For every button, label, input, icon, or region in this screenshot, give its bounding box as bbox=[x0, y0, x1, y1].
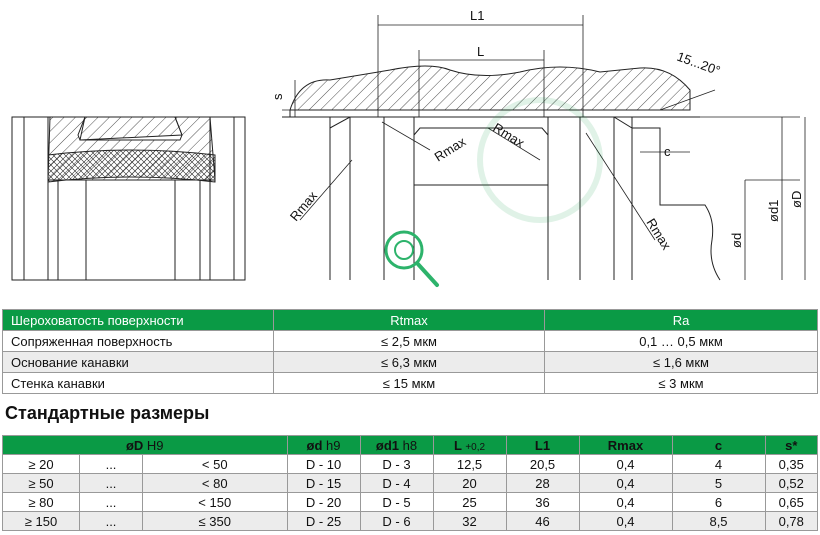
dim-label-rmax-1: Rmax bbox=[286, 188, 321, 224]
table-cell: D - 10 bbox=[287, 455, 360, 474]
table-row bbox=[3, 352, 818, 373]
table-cell: 28 bbox=[506, 474, 579, 493]
table-cell: ... bbox=[80, 455, 143, 474]
table-cell: 0,4 bbox=[579, 455, 672, 474]
header-L1: L1 bbox=[506, 436, 579, 455]
table-cell: 0,35 bbox=[765, 455, 817, 474]
table-cell: < 150 bbox=[143, 493, 288, 512]
table-cell: ... bbox=[80, 512, 143, 531]
roughness-header-rtmax: Rtmax bbox=[274, 310, 545, 331]
seal-section bbox=[12, 117, 245, 280]
roughness-header-ra: Ra bbox=[545, 310, 818, 331]
header-L: L +0,2 bbox=[433, 436, 506, 455]
roughness-header-row bbox=[3, 310, 818, 331]
table-cell: < 80 bbox=[143, 474, 288, 493]
table-cell: ≥ 150 bbox=[3, 512, 80, 531]
header-D: øD H9 bbox=[3, 436, 288, 455]
table-row bbox=[3, 455, 818, 474]
table-cell: 36 bbox=[506, 493, 579, 512]
table-cell: D - 5 bbox=[360, 493, 433, 512]
table-cell: Стенка канавки bbox=[3, 373, 274, 394]
table-row bbox=[3, 373, 818, 394]
table-cell: ... bbox=[80, 474, 143, 493]
dim-label-l1: L1 bbox=[470, 8, 485, 23]
table-cell: 0,52 bbox=[765, 474, 817, 493]
table-cell: ≤ 1,6 мкм bbox=[545, 352, 818, 373]
dim-label-rmax-3: Rmax bbox=[490, 119, 528, 151]
table-row bbox=[3, 474, 818, 493]
table-cell: 20 bbox=[433, 474, 506, 493]
table-cell: Основание канавки bbox=[3, 352, 274, 373]
table-cell: 46 bbox=[506, 512, 579, 531]
table-cell: 0,4 bbox=[579, 512, 672, 531]
section-title: Стандартные размеры bbox=[5, 403, 210, 423]
table-cell: 0,4 bbox=[579, 493, 672, 512]
dim-label-l: L bbox=[477, 44, 485, 59]
zoom-icon[interactable] bbox=[386, 232, 437, 285]
table-cell: D - 25 bbox=[287, 512, 360, 531]
sizes-header-row bbox=[3, 436, 818, 455]
table-cell: < 50 bbox=[143, 455, 288, 474]
table-cell: ≥ 50 bbox=[3, 474, 80, 493]
table-cell: 5 bbox=[672, 474, 765, 493]
table-cell: D - 4 bbox=[360, 474, 433, 493]
table-cell: 0,4 bbox=[579, 474, 672, 493]
table-cell: 6 bbox=[672, 493, 765, 512]
housing-section bbox=[282, 66, 720, 280]
standard-sizes-table bbox=[2, 435, 818, 531]
table-cell: 0,78 bbox=[765, 512, 817, 531]
table-cell: ≥ 80 bbox=[3, 493, 80, 512]
dim-label-s: s bbox=[270, 93, 285, 100]
roughness-header-surface: Шероховатость поверхности bbox=[3, 310, 274, 331]
table-cell: ≤ 350 bbox=[143, 512, 288, 531]
dim-label-c: c bbox=[664, 144, 671, 159]
table-cell: D - 3 bbox=[360, 455, 433, 474]
table-cell: 12,5 bbox=[433, 455, 506, 474]
dim-label-d1: ød1 bbox=[766, 199, 781, 222]
roughness-table bbox=[2, 309, 818, 394]
table-cell: 0,65 bbox=[765, 493, 817, 512]
table-row bbox=[3, 331, 818, 352]
header-c: c bbox=[672, 436, 765, 455]
table-cell: ≤ 3 мкм bbox=[545, 373, 818, 394]
table-cell: 25 bbox=[433, 493, 506, 512]
dim-label-angle: 15...20° bbox=[674, 48, 723, 79]
table-cell: 0,1 … 0,5 мкм bbox=[545, 331, 818, 352]
table-cell: 4 bbox=[672, 455, 765, 474]
header-d: ød h9 bbox=[287, 436, 360, 455]
table-cell: ≥ 20 bbox=[3, 455, 80, 474]
header-s: s* bbox=[765, 436, 817, 455]
table-cell: ≤ 15 мкм bbox=[274, 373, 545, 394]
table-cell: ≤ 6,3 мкм bbox=[274, 352, 545, 373]
table-cell: D - 20 bbox=[287, 493, 360, 512]
table-cell: D - 6 bbox=[360, 512, 433, 531]
table-row bbox=[3, 493, 818, 512]
dim-label-d: ød bbox=[729, 232, 744, 248]
table-cell: ... bbox=[80, 493, 143, 512]
table-cell: D - 15 bbox=[287, 474, 360, 493]
dim-label-rmax-2: Rmax bbox=[431, 133, 469, 165]
header-d1: ød1 h8 bbox=[360, 436, 433, 455]
table-cell: ≤ 2,5 мкм bbox=[274, 331, 545, 352]
table-cell: Сопряженная поверхность bbox=[3, 331, 274, 352]
table-cell: 20,5 bbox=[506, 455, 579, 474]
table-cell: 32 bbox=[433, 512, 506, 531]
dim-label-rmax-4: Rmax bbox=[643, 215, 675, 253]
table-row bbox=[3, 512, 818, 531]
sizes-body bbox=[3, 455, 818, 531]
header-rmax: Rmax bbox=[579, 436, 672, 455]
dim-label-D: øD bbox=[789, 190, 804, 208]
dimension-lines bbox=[282, 15, 805, 280]
table-cell: 8,5 bbox=[672, 512, 765, 531]
